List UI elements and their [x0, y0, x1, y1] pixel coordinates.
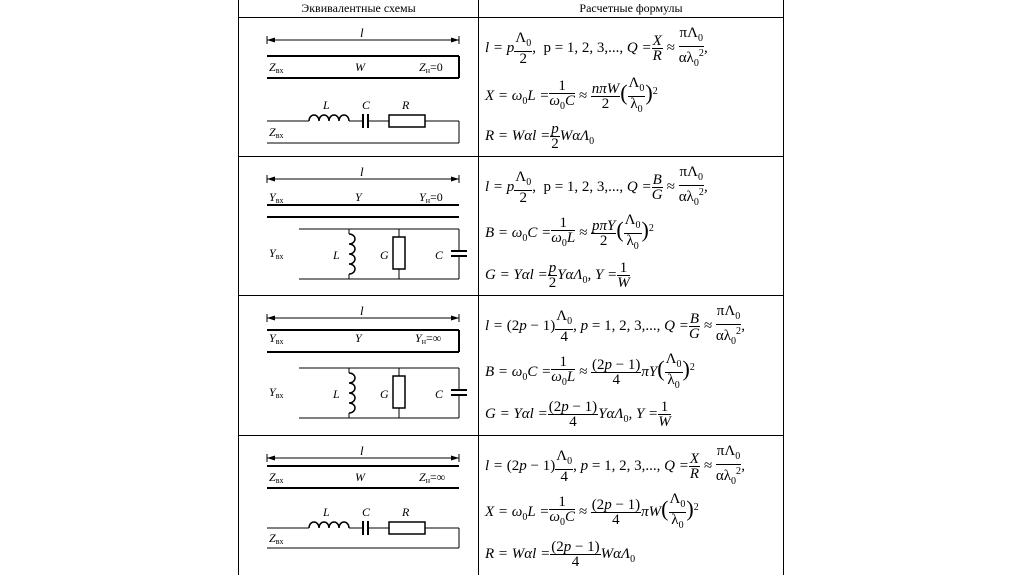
svg-text:Yн=∞: Yн=∞: [415, 331, 442, 346]
formula-line: R = Wαl = $\frac{(2p - 1)}{4}$ WαΛ$_0$: [485, 539, 636, 570]
svg-text:Yвх: Yвх: [269, 331, 284, 346]
formula-line: l = p $\frac{\Lambda_0}{2}$ , p = 1, 2, 3,..., Q = $\frac{X}{R}$ ≈ $\frac{\pi\Lambda_0}{\alpha\lambda_0^2}$ ,: [485, 25, 708, 69]
svg-text:C: C: [362, 505, 371, 519]
table-row: [239, 157, 783, 296]
scheme-cell: [239, 296, 479, 435]
svg-text:Zн=∞: Zн=∞: [419, 470, 446, 485]
table-row: [239, 296, 783, 436]
svg-text:L: L: [333, 248, 340, 262]
parallel-line-scheme: [239, 157, 478, 295]
formula-line: G = Yαl = $\frac{p}{2}$ YαΛ$_0$, Y = $\frac{1}{W}$: [485, 260, 630, 291]
svg-text:C: C: [362, 98, 371, 112]
parallel-line-scheme: [239, 296, 478, 435]
formula-line: $B = \omega_0C$ = $\frac{1}{\omega_0L}$ ≈ $\frac{(2p - 1)}{4}$ πY( $\frac{\Lambda_0}{\lambda_0}$ )$^2$: [485, 351, 695, 391]
formula-cell: [479, 18, 783, 156]
formula-line: R = Wαl = $\frac{p}{2}$ WαΛ$_0$: [485, 121, 595, 152]
series-line-scheme: [239, 18, 478, 156]
formula-line: $X = \omega_0L$ = $\frac{1}{\omega_0C}$ ≈ $\frac{(2p - 1)}{4}$ πW( $\frac{\Lambda_0}{\lambda_0}$ )$^2$: [485, 491, 699, 531]
formulas-table: [238, 0, 784, 575]
svg-text:C: C: [435, 387, 444, 401]
scheme-cell: [239, 18, 479, 156]
table-row: [239, 18, 783, 157]
svg-text:l: l: [360, 164, 364, 179]
svg-text:Yвх: Yвх: [269, 246, 284, 261]
svg-text:Y: Y: [355, 331, 362, 345]
svg-text:Yвх: Yвх: [269, 190, 284, 205]
formula-cell: [479, 436, 783, 575]
svg-text:G: G: [380, 248, 389, 262]
scheme-cell: [239, 157, 479, 295]
svg-text:Y: Y: [355, 190, 362, 204]
svg-text:Zн=0: Zн=0: [419, 60, 443, 75]
svg-text:l: l: [360, 443, 364, 458]
svg-text:G: G: [380, 387, 389, 401]
formula-cell: [479, 296, 783, 435]
svg-text:L: L: [323, 505, 330, 519]
svg-text:R: R: [402, 505, 410, 519]
formula-cell: [479, 157, 783, 295]
header-schemes: Эквивалентные схемы: [239, 0, 479, 18]
svg-text:R: R: [402, 98, 410, 112]
formula-line: l = (2p − 1) $\frac{\Lambda_0}{4}$ , p = 1, 2, 3,..., Q = $\frac{B}{G}$ ≈ $\frac{\pi\Lambda_0}{\alpha\lambda_0^2}$ ,: [485, 303, 745, 347]
svg-text:Zвх: Zвх: [269, 531, 284, 546]
svg-text:L: L: [323, 98, 330, 112]
formula-line: l = (2p − 1) $\frac{\Lambda_0}{4}$ , p = 1, 2, 3,..., Q = $\frac{X}{R}$ ≈ $\frac{\pi\Lambda_0}{\alpha\lambda_0^2}$ ,: [485, 443, 745, 487]
svg-text:W: W: [355, 470, 365, 484]
wave-impedance-label: W: [355, 60, 365, 74]
svg-text:L: L: [333, 387, 340, 401]
svg-text:C: C: [435, 248, 444, 262]
svg-text:Yн=0: Yн=0: [419, 190, 443, 205]
formula-line: $B = \omega_0C$ = $\frac{1}{\omega_0L}$ ≈ $\frac{\text{pπY}}{2}$ ( $\frac{\Lambda_0}{\lambda_0}$ )$^2$: [485, 212, 654, 252]
svg-text:l: l: [360, 303, 364, 318]
scheme-cell: [239, 436, 479, 575]
formula-line: l = p $\frac{\Lambda_0}{2}$ , p = 1, 2, 3,..., Q = $\frac{B}{G}$ ≈ $\frac{\pi\Lambda_0}{\alpha\lambda_0^2}$ ,: [485, 164, 708, 208]
series-line-scheme: [239, 436, 478, 575]
length-label: l: [360, 25, 364, 40]
table-row: [239, 436, 783, 575]
formula-line: $X = \omega_0L$ = $\frac{1}{\omega_0C}$ ≈ $\frac{\text{nπW}}{2}$ ( $\frac{\Lambda_0}{\lambda_0}$ )$^2$: [485, 75, 658, 115]
svg-text:Zвх: Zвх: [269, 470, 284, 485]
svg-text:Zвх: Zвх: [269, 60, 284, 75]
svg-text:Yвх: Yвх: [269, 385, 284, 400]
svg-text:Zвх: Zвх: [269, 125, 284, 140]
header-formulas: Расчетные формулы: [479, 0, 783, 18]
formula-line: G = Yαl = $\frac{(2p - 1)}{4}$ YαΛ$_0$, Y = $\frac{1}{W}$: [485, 399, 671, 430]
